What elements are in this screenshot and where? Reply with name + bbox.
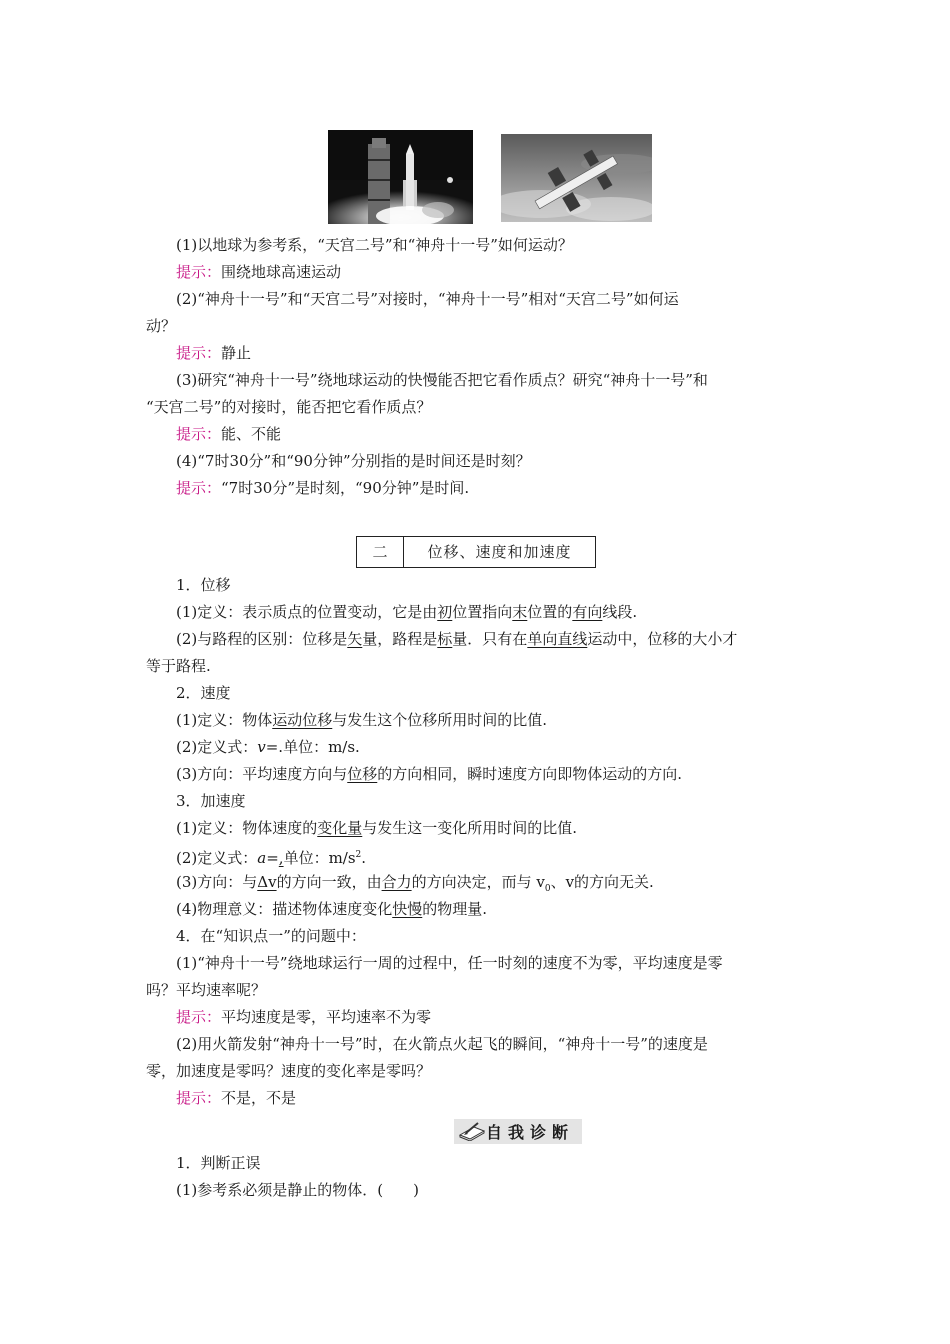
question-5-cont: 吗？平均速率呢？ [146, 981, 267, 999]
judge-item-1: (1)参考系必须是静止的物体．( ) [176, 1181, 419, 1199]
acceleration-formula: (2)定义式：a=,单位：$m/s^2$. [176, 849, 367, 867]
question-3-cont: “天宫二号”的对接时，能否把它看作质点？ [146, 398, 432, 416]
pencil-book-icon [458, 1121, 486, 1141]
question-5: (1)“神舟十一号”绕地球运行一周的过程中，任一时刻的速度不为零，平均速度是零 [176, 954, 723, 972]
photo-row [328, 130, 654, 224]
question-1: (1)以地球为参考系，“天宫二号”和“神舟十一号”如何运动？ [176, 236, 573, 254]
displacement-vs-distance-cont: 等于路程. [146, 657, 211, 675]
subsection-acceleration: 3．加速度 [176, 792, 246, 810]
acceleration-meaning: (4)物理意义：描述物体速度变化快慢的物理量. [176, 900, 488, 918]
space-station-photo [501, 134, 652, 222]
hint-1: 提示：围绕地球高速运动 [176, 263, 342, 281]
subsection-velocity: 2．速度 [176, 684, 231, 702]
question-4: (4)“7时30分”和“90分钟”分别指的是时间还是时刻？ [176, 452, 531, 470]
displacement-vs-distance: (2)与路程的区别：位移是矢量，路程是标量．只有在单向直线运动中，位移的大小才 [176, 630, 738, 648]
hint-label: 提示： [176, 1008, 222, 1026]
hint-2: 提示：静止 [176, 344, 252, 362]
velocity-formula: (2)定义式：v=.单位：m/s. [176, 738, 360, 756]
question-2: (2)“神舟十一号”和“天宫二号”对接时，“神舟十一号”相对“天宫二号”如何运 [176, 290, 679, 308]
section-number: 二 [357, 537, 404, 567]
self-diagnosis-banner [146, 1112, 810, 1150]
hint-6: 提示：不是，不是 [176, 1089, 297, 1107]
self-diagnosis-title: 自我诊断 [485, 1122, 574, 1142]
judge-heading: 1．判断正误 [176, 1154, 261, 1172]
hint-label: 提示： [176, 344, 222, 362]
acceleration-direction: (3)方向：与Δv的方向一致，由合力的方向决定，而与 $v_0$、v的方向无关. [176, 873, 654, 894]
document-body [146, 232, 810, 1204]
velocity-definition: (1)定义：物体运动位移与发生这个位移所用时间的比值. [176, 711, 548, 729]
question-6: (2)用火箭发射“神舟十一号”时，在火箭点火起飞的瞬间，“神舟十一号”的速度是 [176, 1035, 708, 1053]
acceleration-definition: (1)定义：物体速度的变化量与发生这一变化所用时间的比值. [176, 819, 578, 837]
hint-label: 提示： [176, 425, 222, 443]
velocity-direction: (3)方向：平均速度方向与位移的方向相同，瞬时速度方向即物体运动的方向. [176, 765, 683, 783]
hint-label: 提示： [176, 1089, 222, 1107]
rocket-launch-photo [328, 130, 473, 224]
hint-5: 提示：平均速度是零，平均速率不为零 [176, 1008, 432, 1026]
question-6-cont: 零，加速度是零吗？速度的变化率是零吗？ [146, 1062, 432, 1080]
subsection-displacement: 1．位移 [176, 576, 231, 594]
hint-label: 提示： [176, 479, 222, 497]
subsection-questions: 4．在“知识点一”的问题中： [176, 927, 366, 945]
question-3: (3)研究“神舟十一号”绕地球运动的快慢能否把它看作质点？研究“神舟十一号”和 [176, 371, 708, 389]
displacement-definition: (1)定义：表示质点的位置变动，它是由初位置指向末位置的有向线段. [176, 603, 638, 621]
hint-4: 提示：“7时30分”是时刻，“90分钟”是时间. [176, 479, 470, 497]
section-heading [356, 536, 596, 568]
hint-3: 提示：能、不能 [176, 425, 282, 443]
question-2-cont: 动？ [146, 317, 177, 335]
section-title: 位移、速度和加速度 [427, 543, 572, 561]
hint-label: 提示： [176, 263, 222, 281]
